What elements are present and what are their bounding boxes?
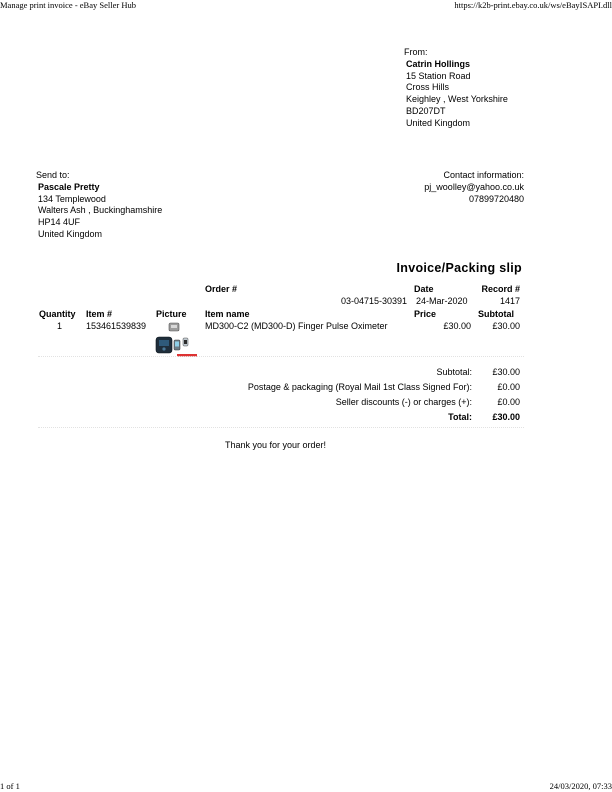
discounts-label: Seller discounts (-) or charges (+): [335, 397, 472, 407]
print-footer-datetime: 24/03/2020, 07:33 [549, 781, 612, 791]
send-to-name: Pascale Pretty [38, 181, 100, 192]
record-number: 1417 [499, 296, 520, 306]
invoice-title: Invoice/Packing slip [396, 261, 522, 275]
send-to-block [36, 170, 162, 241]
from-address-line: 15 Station Road [406, 70, 471, 81]
contact-block [424, 170, 524, 205]
send-to-address-line: HP14 4UF [38, 217, 81, 228]
from-address-line: BD207DT [406, 105, 446, 116]
picture-header: Picture [156, 309, 187, 319]
thank-you-message: Thank you for your order! [225, 440, 327, 450]
item-number-header: Item # [86, 309, 113, 319]
subtotal-value: £30.00 [492, 367, 520, 377]
send-to-address-line: 134 Templewood [38, 193, 106, 204]
quantity-header: Quantity [39, 309, 76, 319]
contact-phone: 07899720480 [468, 193, 524, 204]
from-label: From: [404, 47, 428, 57]
date-header: Date [414, 284, 434, 294]
from-address-line: Keighley , West Yorkshire [406, 94, 508, 105]
discounts-value: £0.00 [497, 397, 520, 407]
from-block [404, 47, 508, 130]
price-header: Price [414, 309, 437, 319]
total-value: £30.00 [492, 412, 520, 422]
item-subtotal: £30.00 [492, 321, 520, 331]
from-name: Catrin Hollings [406, 58, 471, 69]
from-address-line: Cross Hills [406, 82, 450, 93]
print-header-url: https://k2b-print.ebay.co.uk/ws/eBayISAPI.dll [454, 0, 612, 10]
item-quantity: 1 [57, 321, 63, 331]
send-to-address-line: Walters Ash , Buckinghamshire [38, 205, 163, 216]
item-picture[interactable] [154, 322, 200, 360]
from-address-line: United Kingdom [406, 117, 471, 128]
print-header-title: Manage print invoice - eBay Seller Hub [0, 0, 136, 10]
divider [38, 356, 524, 357]
item-number: 153461539839 [86, 321, 147, 331]
postage-label: Postage & packaging (Royal Mail 1st Class Signed For): [247, 382, 472, 392]
record-header: Record # [481, 284, 520, 294]
print-footer-page: 1 of 1 [0, 781, 20, 791]
divider [38, 427, 524, 428]
total-label: Total: [448, 412, 472, 422]
subtotal-label: Subtotal: [436, 367, 472, 377]
contact-email[interactable]: pj_woolley@yahoo.co.uk [424, 181, 524, 192]
send-to-label: Send to: [36, 170, 70, 180]
order-number: 03-04715-30391 [340, 296, 407, 306]
order-date: 24-Mar-2020 [416, 296, 468, 306]
postage-value: £0.00 [497, 382, 520, 392]
contact-label: Contact information: [443, 170, 524, 180]
send-to-address-line: United Kingdom [38, 228, 103, 239]
order-number-header: Order # [205, 284, 238, 294]
item-name-header: Item name [205, 309, 250, 319]
item-name[interactable]: MD300-C2 (MD300-D) Finger Pulse Oximeter [205, 321, 388, 331]
subtotal-header: Subtotal [478, 309, 514, 319]
item-price: £30.00 [443, 321, 471, 331]
